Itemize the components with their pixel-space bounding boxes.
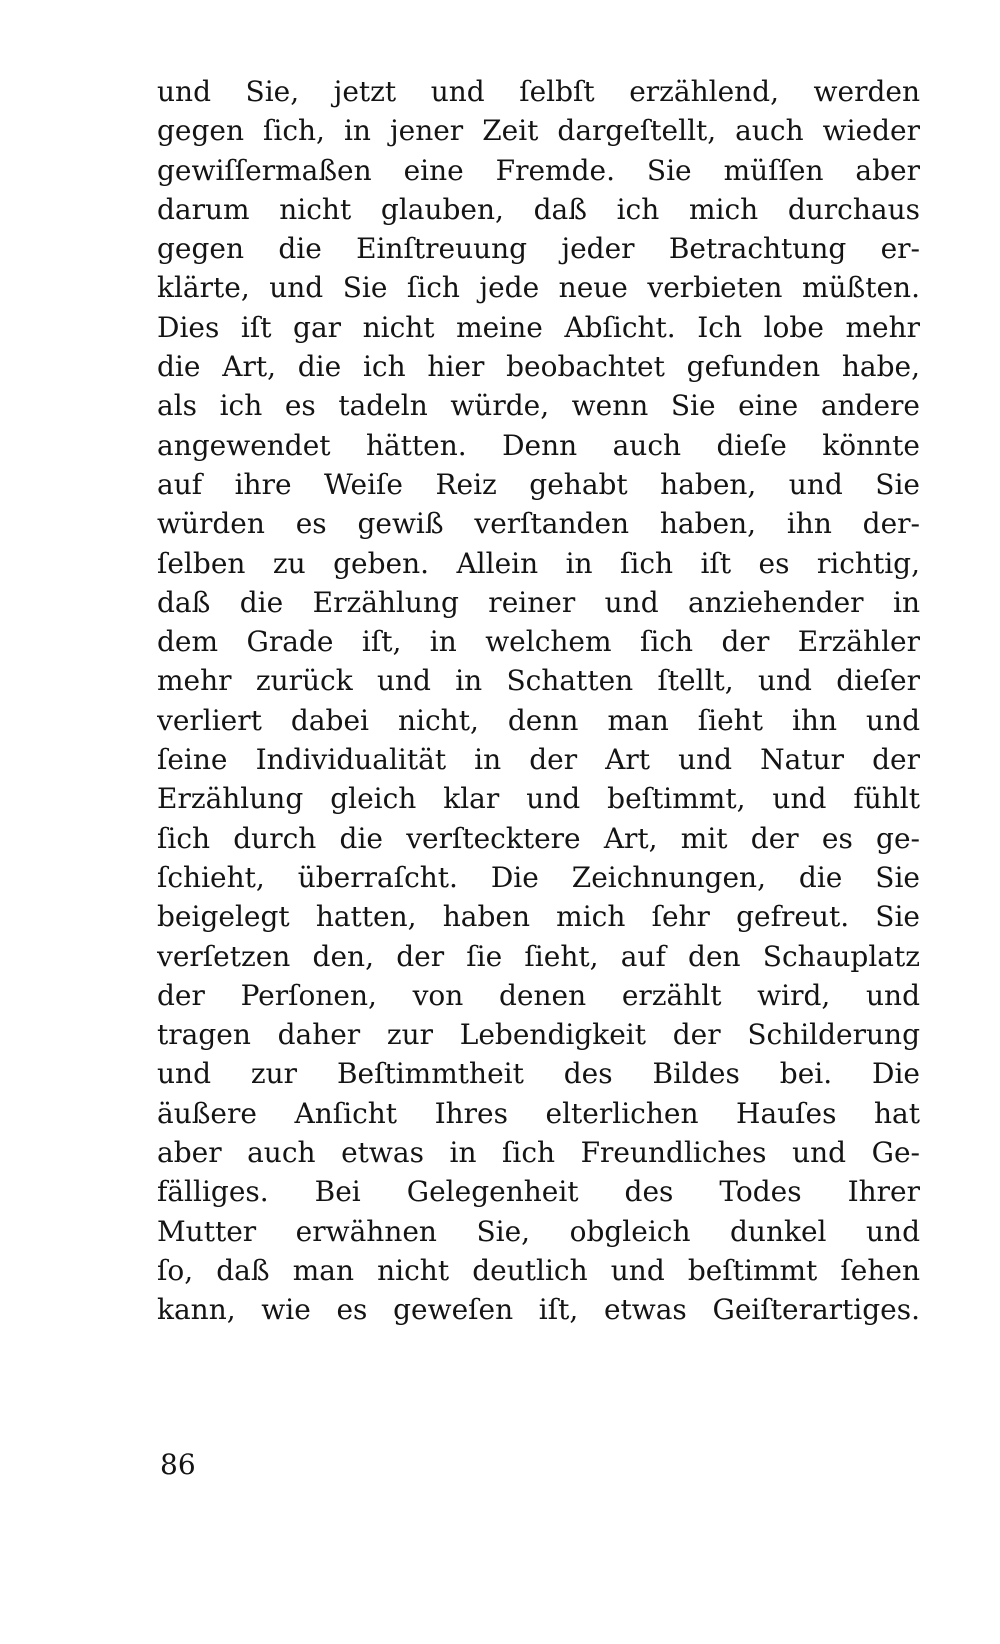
text-line: auf ihre Weiſe Reiz gehabt haben, und Sie — [157, 467, 920, 501]
text-line: gewiſſermaßen eine Fremde. Sie müſſen aber — [157, 153, 920, 187]
text-line: gegen die Einſtreuung jeder Betrachtung er- — [157, 232, 920, 266]
text-line: ſchieht, überraſcht. Die Zeichnungen, die Sie — [157, 860, 920, 894]
text-line: ſelben zu geben. Allein in ſich iſt es richtig, — [157, 546, 920, 580]
text-line: klärte, und Sie ſich jede neue verbieten müßten. — [157, 271, 920, 305]
text-line: kann, wie es geweſen iſt, etwas Geiſterartiges. — [157, 1293, 920, 1327]
text-line: die Art, die ich hier beobachtet gefunden habe, — [157, 350, 920, 384]
text-line: darum nicht glauben, daß ich mich durchaus — [157, 192, 920, 226]
text-line: Mutter erwähnen Sie, obgleich dunkel und — [157, 1214, 920, 1248]
text-line: als ich es tadeln würde, wenn Sie eine andere — [157, 389, 920, 423]
text-line: verliert dabei nicht, denn man ſieht ihn und — [157, 703, 920, 737]
text-line: und Sie, jetzt und ſelbſt erzählend, werden — [157, 75, 920, 108]
text-line: ſich durch die verſtecktere Art, mit der es ge- — [157, 821, 920, 855]
text-line: und zur Beſtimmtheit des Bildes bei. Die — [157, 1057, 920, 1091]
page-number: 86 — [160, 1448, 196, 1481]
text-line: fälliges. Bei Gelegenheit des Todes Ihrer — [157, 1175, 920, 1209]
text-line: angewendet hätten. Denn auch dieſe könnte — [157, 428, 920, 462]
text-line: beigelegt hatten, haben mich ſehr gefreut. Sie — [157, 900, 920, 934]
text-line: dem Grade iſt, in welchem ſich der Erzähler — [157, 625, 920, 659]
text-line: aber auch etwas in ſich Freundliches und Ge- — [157, 1136, 920, 1170]
text-line: ſo, daß man nicht deutlich und beſtimmt ſehen — [157, 1253, 920, 1287]
text-line: würden es gewiß verſtanden haben, ihn der- — [157, 507, 920, 541]
text-line: ſeine Individualität in der Art und Natur der — [157, 743, 920, 777]
page-text — [157, 72, 920, 1330]
text-line: mehr zurück und in Schatten ſtellt, und dieſer — [157, 664, 920, 698]
text-line: Dies iſt gar nicht meine Abſicht. Ich lobe mehr — [157, 310, 920, 344]
text-line: gegen ſich, in jener Zeit dargeſtellt, auch wieder — [157, 114, 920, 148]
text-line: äußere Anſicht Ihres elterlichen Hauſes hat — [157, 1096, 920, 1130]
text-line: verſetzen den, der ſie ſieht, auf den Schauplatz — [157, 939, 920, 973]
text-line: tragen daher zur Lebendigkeit der Schilderung — [157, 1018, 920, 1052]
text-line: daß die Erzählung reiner und anziehender in — [157, 585, 920, 619]
text-line: Erzählung gleich klar und beſtimmt, und fühlt — [157, 782, 920, 816]
text-line: der Perſonen, von denen erzählt wird, und — [157, 978, 920, 1012]
